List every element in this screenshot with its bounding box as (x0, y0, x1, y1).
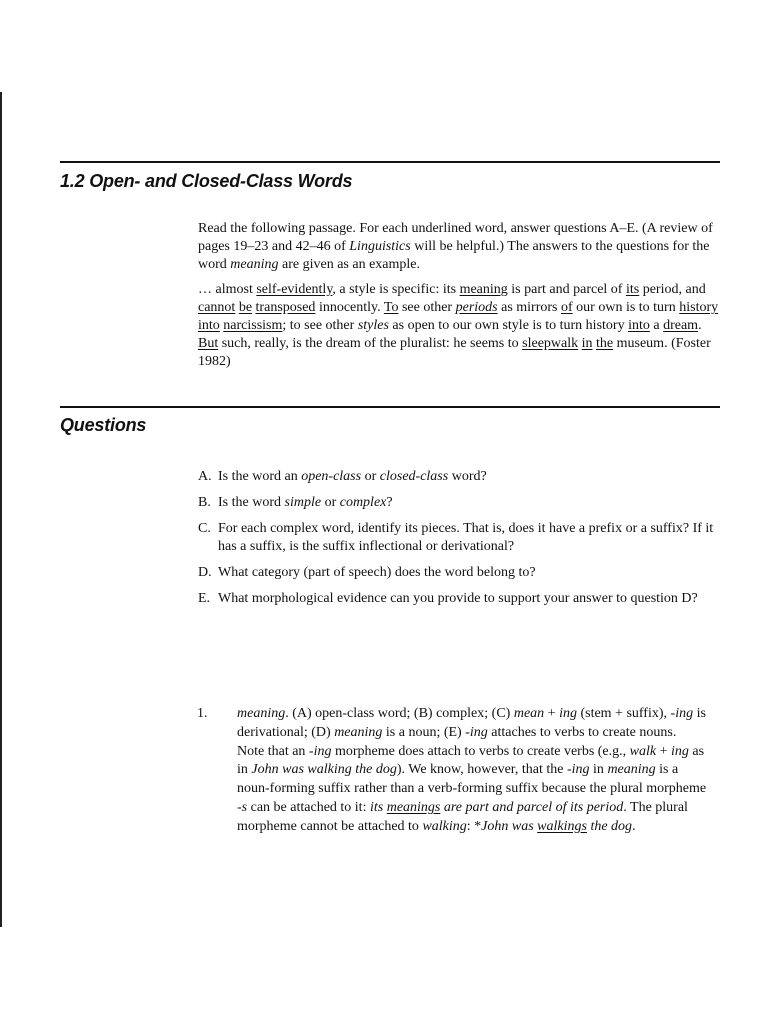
questions-list (198, 468, 720, 608)
answer-number: 1. (197, 706, 208, 721)
emphasized-text: ing (675, 706, 694, 721)
question-text: Is the word an open-class or closed-class word? (218, 469, 487, 484)
underlined-word: To (383, 300, 399, 315)
question-text: What morphological evidence can you provide to support your answer to question D? (218, 591, 698, 606)
question-letter: A. (198, 469, 212, 484)
intro-instructions: Read the following passage. For each underlined word, answer questions A–E. (A review of pages 19–23 and 42–46 of Linguistics will be helpful.) The answers to the questions for the word meaning are given as an example. (198, 221, 713, 272)
underlined-word: self-evidently (256, 282, 333, 297)
emphasized-text: John was (481, 818, 538, 834)
underlined-word: walkings (537, 818, 587, 834)
underlined-word: narcissism (223, 318, 283, 333)
question-item (198, 494, 720, 512)
section-title: 1.2 Open- and Closed-Class Words (60, 171, 353, 191)
underlined-word: its (625, 282, 640, 297)
emphasized-text: s (241, 799, 248, 815)
emphasized-text: closed-class (379, 469, 449, 484)
emphasized-text: meaning (334, 724, 383, 740)
question-text: Is the word simple or complex? (218, 495, 393, 510)
answer-text: meaning. (A) open-class word; (B) complex; (C) mean + ing (stem + suffix), -ing is derivational; (D) meaning is a noun; (E) -ing attaches to verbs to create nouns. Note that an -ing morpheme does attach to verbs to create verbs (e.g., walk + ing as in John was walking the dog). We know, however, that the -ing in meaning is a noun-forming suffix rather than a verb-forming suffix because the plural morpheme -s can be attached to it: its meanings are part and parcel of its period. The plural morpheme cannot be attached to walking: *John was walkings the dog. (237, 706, 707, 834)
underlined-word: dream (663, 318, 699, 333)
emphasized-text: walking (422, 818, 467, 834)
emphasized-text: ing (313, 743, 332, 759)
emphasized-text: complex (339, 495, 387, 510)
underlined-word: of (561, 300, 573, 315)
underlined-word: sleepwalk (522, 336, 579, 351)
emphasized-text: ing (469, 724, 488, 740)
emphasized-text: meaning (237, 706, 286, 721)
emphasized-text: meaning (607, 762, 656, 778)
emphasized-text: styles (357, 318, 389, 333)
page-left-edge (0, 92, 2, 927)
emphasized-text: open-class (301, 469, 362, 484)
underlined-word: history (679, 300, 719, 315)
emphasized-text: meaning (230, 257, 279, 272)
underlined-word: into (628, 318, 650, 333)
foster-passage: … almost self-evidently, a style is specific: its meaning is part and parcel of its period, and cannot be transposed innocently. To see other periods as mirrors of our own is to turn history into narcissism; to see other styles as open to our own style is to turn history into a dream. But such, really, is the dream of the pluralist: he seems to sleepwalk in the museum. (Foster 1982) (198, 282, 719, 369)
emphasized-text: ing (671, 743, 689, 759)
emphasized-text: are part and parcel of its period (440, 799, 624, 815)
question-letter: B. (198, 495, 211, 510)
underlined-word: cannot (198, 300, 236, 315)
question-item (198, 590, 720, 608)
questions-title: Questions (60, 415, 147, 435)
underlined-word: periods (455, 300, 498, 315)
section-rule-questions (60, 406, 720, 408)
question-item (198, 564, 720, 582)
question-text: For each complex word, identify its pieces. That is, does it have a prefix or a suffix? If it has a suffix, is the suffix inflectional or derivational? (218, 521, 714, 554)
underlined-word: meaning (459, 282, 508, 297)
emphasized-text: ing (571, 762, 590, 778)
emphasized-text: John was walking the dog (251, 762, 397, 778)
underlined-word: transposed (255, 300, 316, 315)
underlined-word: meanings (386, 799, 441, 815)
section-rule-top (60, 161, 720, 163)
underlined-word: the (596, 336, 614, 351)
question-item (198, 468, 720, 486)
emphasized-text: Linguistics (349, 239, 411, 254)
question-item (198, 520, 720, 556)
emphasized-text: walk (629, 743, 657, 759)
emphasized-text: mean (513, 706, 545, 721)
underlined-word: be (238, 300, 253, 315)
underlined-word: in (581, 336, 593, 351)
underlined-word: into (198, 318, 220, 333)
underlined-word: But (198, 336, 219, 351)
questions-block (198, 468, 720, 616)
question-letter: C. (198, 521, 211, 536)
emphasized-text: ing (559, 706, 577, 721)
question-letter: E. (198, 591, 211, 606)
emphasized-text: the dog (586, 818, 633, 834)
intro-block (198, 220, 720, 371)
emphasized-text: simple (284, 495, 322, 510)
emphasized-text: its (369, 799, 387, 815)
question-letter: D. (198, 565, 212, 580)
question-text: What category (part of speech) does the word belong to? (218, 565, 536, 580)
example-answer (197, 705, 707, 837)
